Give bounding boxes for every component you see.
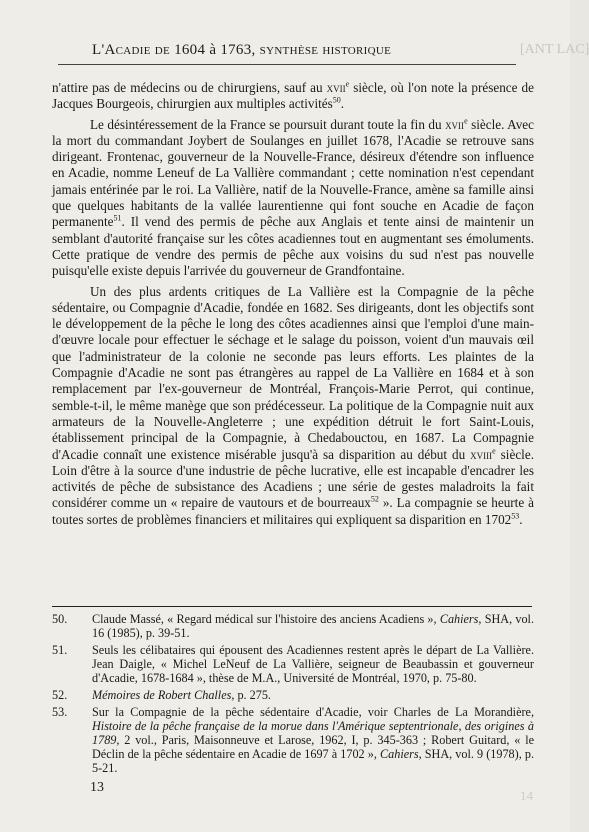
- footnote-52: 52. Mémoires de Robert Challes, p. 275.: [52, 688, 271, 702]
- footnote-ref-53: 53: [511, 511, 520, 521]
- footnote-rule: [52, 606, 532, 607]
- footnotes: [52, 612, 534, 778]
- header-acadie: Acadie de: [104, 42, 175, 58]
- footnote-ref-51: 51: [113, 213, 122, 223]
- header-subtitle: synthèse historique: [259, 42, 392, 58]
- page-number: 13: [90, 780, 104, 795]
- bleed-through-header: [ANT LAC]: [520, 42, 589, 57]
- header-rule: [58, 64, 516, 65]
- paragraph-3: Un des plus ardents critiques de La Vallière est la Compagnie de la pêche sédentaire, ou Compagnie d'Acadie, fondée en 1682. Ses dirigeants, dont les objectifs sont le développement de la pêche le long des côtes acadiennes ainsi que l'emploi d'une main-d'œuvre locale pour effectuer le séchage et le salage du poisson, voient d'un mauvais œil que l'administrateur de la colonie ne seconde pas leurs efforts. Les plaintes de la Compagnie d'Acadie ne sont pas étrangères au rappel de La Vallière en 1684 et à son remplacement par l'ex-gouverneur de Montréal, François-Marie Perrot, qui continue, semble-t-il, le même manège que son prédécesseur. La politique de la Compagnie nuit aux armateurs de la Nouvelle-Angleterre ; une expédition détruit le fort Saint-Louis, établissement principal de la Compagnie, à Chedabouctou, en 1687. La Compagnie d'Acadie connaît une existence misérable jusqu'à sa disparition au début du xviii$^e$ siècle. Loin d'être à la source d'une industrie de pêche lucrative, elle est incapable d'encadrer les activités de pêche de subsistance des Acadiens ; une série de gestes maladroits la fait considérer comme un « repaire de vautours et de bourreaux$^{52}$ ». La compagnie se heurte à toutes sortes de problèmes financiers et militaires qui expliquent sa disparition en 1702$^{53}$.: [52, 283, 534, 527]
- paragraph-2: Le désintéressement de la France se poursuit durant toute la fin du xvii$^e$ siècle. Avec la mort du commandant Joybert de Soulanges en juillet 1678, l'Acadie se retrouve sans dirigeant. Frontenac, gouverneur de la Nouvelle-France, désireux d'étendre son influence en Acadie, nomme Leneuf de La Vallière commandant ; cette nomination n'est cependant jamais entérinée par le roi. La Vallière, natif de la Nouvelle-France, amène sa famille ainsi que quelques habitants de la vallée laurentienne qui font souche en Acadie de façon permanente$^{51}$. Il vend des permis de pêche aux Anglais et tente ainsi de maintenir un semblant d'autorité française sur les côtes acadiennes tout en augmentant ses émoluments. Cette pratique de vendre des permis de pêche aux voisins du sud n'est pas nouvelle puisqu'elle existe depuis l'arrivée du gouverneur de Grandfontaine.: [52, 116, 534, 279]
- bleed-through-page-number: 14: [520, 788, 533, 803]
- footnote-51: 51. Seuls les célibataires qui épousent des Acadiennes restent après le départ de La Vallière. Jean Daigle, « Michel LeNeuf de La Vallière, seigneur de Beaubassin et gouverneur d'Acadie, 1678-1684 », thèse de M.A., Université de Montréal, 1970, p. 75-80.: [52, 643, 534, 685]
- footnote-ref-52: 52: [370, 495, 379, 505]
- paragraph-1: n'attire pas de médecins ou de chirurgiens, sauf au xvii$^e$ siècle, où l'on note la présence de Jacques Bourgeois, chirurgien aux multiples activités$^{50}$.: [52, 79, 534, 112]
- footnote-50: 50. Claude Massé, « Regard médical sur l'histoire des anciens Acadiens », Cahiers, SHA, vol. 16 (1985), p. 39-51.: [52, 612, 534, 640]
- footnote-ref-50: 50: [332, 95, 341, 105]
- footnote-53: 53. Sur la Compagnie de la pêche sédentaire d'Acadie, voir Charles de La Morandière, Histoire de la pêche française de la morue dans l'Amérique septentrionale, des origines à 1789, 2 vol., Paris, Maisonneuve et Larose, 1962, I, p. 345-363 ; Robert Guitard, « le Déclin de la pêche sédentaire en Acadie de 1697 à 1702 », Cahiers, SHA, vol. 9 (1978), p. 5-21.: [52, 705, 534, 775]
- running-header: L'Acadie de 1604 à 1763, synthèse historique: [92, 42, 392, 58]
- main-text: [52, 80, 534, 532]
